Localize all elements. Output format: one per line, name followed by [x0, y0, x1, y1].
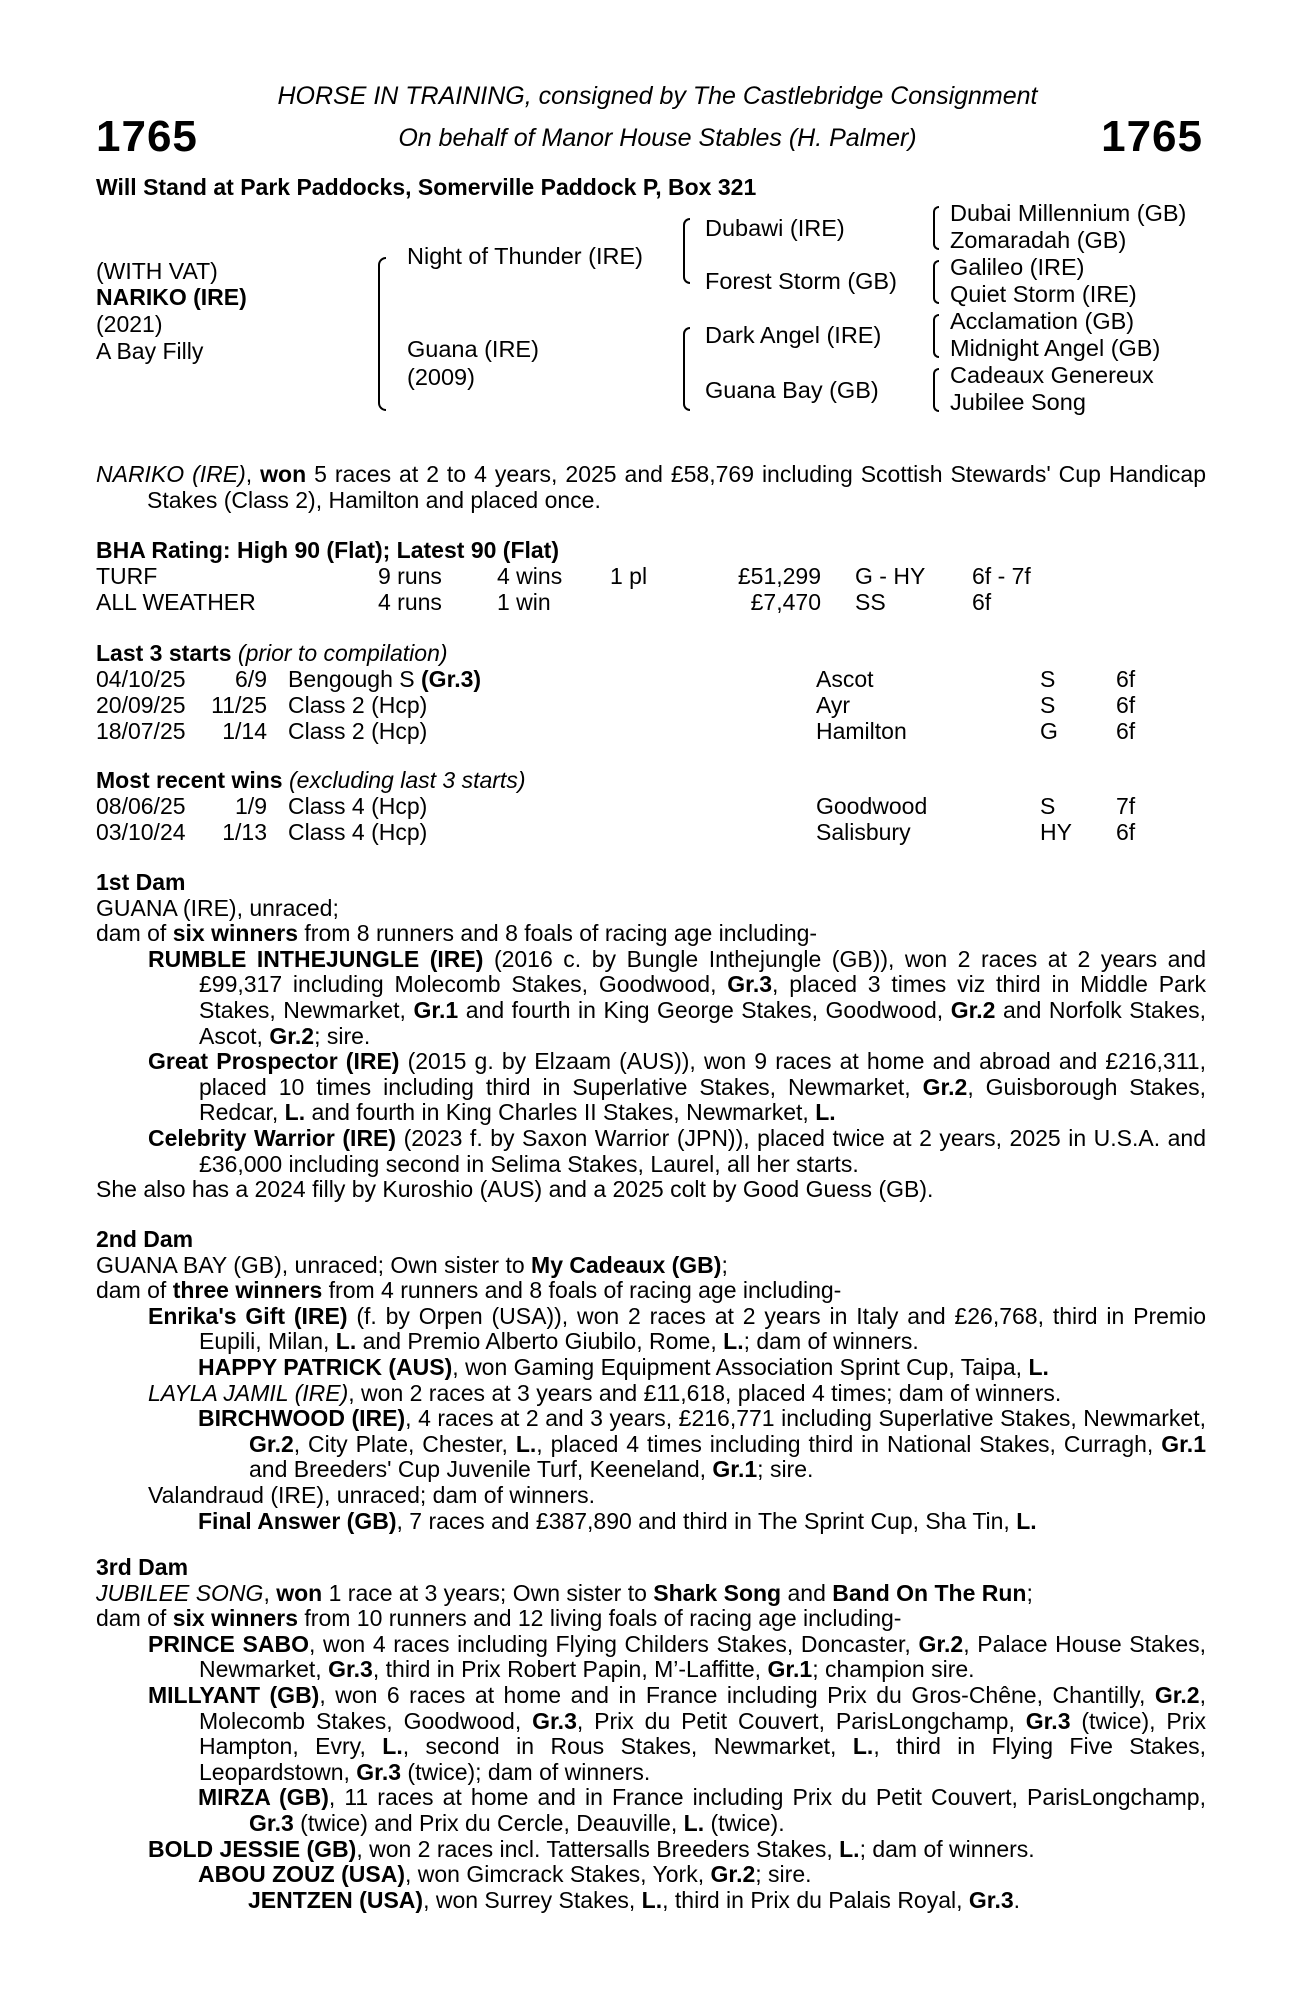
- start-position: 6/9: [235, 666, 267, 692]
- pedigree-g3: Galileo (IRE): [950, 254, 1085, 280]
- horse-year: (2021): [96, 311, 163, 337]
- second-dam-sub-entry: Final Answer (GB), 7 races and £387,890 and third in The Sprint Cup, Sha Tin, L.: [198, 1507, 1037, 1534]
- bha-going: SS: [855, 589, 886, 615]
- start-race: Class 2 (Hcp): [288, 692, 428, 718]
- start-going: S: [1040, 692, 1056, 718]
- first-dam-entry: Celebrity Warrior (IRE) (2023 f. by Saxon Warrior (JPN)), placed twice at 2 years, 2025 in U.S.A. and £36,000 including second in Selima Stakes, Laurel, all her starts.: [148, 1124, 1206, 1177]
- second-dam-entry: LAYLA JAMIL (IRE), won 2 races at 3 years and £11,618, placed 4 times; dam of winners.: [148, 1379, 1062, 1406]
- start-position: 11/25: [211, 692, 267, 718]
- pedigree-sire-sire: Dubawi (IRE): [705, 215, 845, 241]
- pedigree-brace-g34: [933, 260, 939, 304]
- second-dam-section: [96, 1227, 1206, 1534]
- pedigree-brace-g56: [933, 314, 939, 358]
- last-3-heading: Last 3 starts: [96, 640, 232, 666]
- second-dam-produce: dam of three winners from 4 runners and 8 foals of racing age including-: [96, 1277, 842, 1304]
- start-row: [96, 666, 1146, 692]
- third-dam-line: JUBILEE SONG, won 1 race at 3 years; Own sister to Shark Song and Band On The Run;: [96, 1579, 1033, 1606]
- bha-prize: £51,299: [737, 563, 821, 589]
- bha-row-all-weather: [96, 589, 1096, 615]
- start-going: S: [1040, 666, 1056, 692]
- start-row: [96, 692, 1146, 718]
- summary-text: 5 races at 2 to 4 years, 2025 and £58,769 including Scottish Stewards' Cup Handicap Stakes (Class 2), Hamilton and placed once.: [147, 461, 1207, 513]
- third-dam-entry: BOLD JESSIE (GB), won 2 races incl. Tattersalls Breeders Stakes, L.; dam of winners.: [148, 1835, 1035, 1862]
- start-course: Hamilton: [816, 718, 907, 744]
- vendor-line: On behalf of Manor House Stables (H. Palmer): [398, 124, 917, 152]
- recent-wins-note: (excluding last 3 starts): [289, 767, 526, 793]
- lot-number-right: 1765: [1101, 112, 1203, 161]
- pedigree-g5: Acclamation (GB): [950, 308, 1135, 334]
- bha-runs: 9 runs: [378, 563, 442, 589]
- first-dam-entry: RUMBLE INTHEJUNGLE (IRE) (2016 c. by Bungle Inthejungle (GB)), won 2 races at 2 years and £99,317 including Molecomb Stakes, Goodwood, Gr.3, placed 3 times viz third in Middle Park Stakes, Newmarket, Gr.1 and fourth in King George Stakes, Goodwood, Gr.2 and Norfolk Stakes, Ascot, Gr.2; sire.: [148, 945, 1206, 1049]
- bha-distance: 6f - 7f: [972, 563, 1031, 589]
- pedigree-sire: Night of Thunder (IRE): [407, 243, 643, 269]
- win-row: [96, 819, 1146, 845]
- win-distance: 6f: [1116, 819, 1136, 845]
- pedigree-g8: Jubilee Song: [950, 389, 1086, 415]
- win-going: HY: [1040, 819, 1072, 845]
- last-3-starts-title: [96, 640, 448, 667]
- pedigree-g6: Midnight Angel (GB): [950, 335, 1161, 361]
- pedigree-g7: Cadeaux Genereux: [950, 362, 1154, 388]
- pedigree-brace-main: [378, 257, 386, 411]
- pedigree-dam-sire: Dark Angel (IRE): [705, 322, 882, 348]
- win-going: S: [1040, 793, 1056, 819]
- first-dam-section: [96, 870, 1206, 1203]
- pedigree-g1: Dubai Millennium (GB): [950, 200, 1187, 226]
- second-dam-title: 2nd Dam: [96, 1226, 194, 1252]
- win-date: 03/10/24: [96, 819, 186, 845]
- consignor-line: HORSE IN TRAINING, consigned by The Castlebridge Consignment: [277, 82, 1038, 110]
- start-going: G: [1040, 718, 1058, 744]
- win-race: Class 4 (Hcp): [288, 793, 428, 819]
- win-position: 1/13: [222, 819, 267, 845]
- win-date: 08/06/25: [96, 793, 186, 819]
- bha-placed: 1 pl: [610, 563, 648, 589]
- third-dam-entry: PRINCE SABO, won 4 races including Flying Childers Stakes, Doncaster, Gr.2, Palace House Stakes, Newmarket, Gr.3, third in Prix Robert Papin, M’-Laffitte, Gr.1; champion sire.: [148, 1630, 1206, 1683]
- recent-wins-title: [96, 767, 525, 794]
- bha-wins: 4 wins: [497, 563, 563, 589]
- third-dam-title: 3rd Dam: [96, 1554, 189, 1580]
- start-distance: 6f: [1116, 692, 1136, 718]
- pedigree-brace-g78: [933, 368, 939, 412]
- lot-number-left: 1765: [96, 112, 198, 161]
- third-dam-sub-entry: MIRZA (GB), 11 races at home and in France including Prix du Petit Couvert, ParisLongchamp, Gr.3 (twice) and Prix du Cercle, Deauville, L. (twice).: [198, 1784, 1206, 1836]
- bha-going: G - HY: [855, 563, 926, 589]
- pedigree-brace-g12: [933, 206, 939, 250]
- third-dam-sub-sub-entry: JENTZEN (USA), won Surrey Stakes, L., third in Prix du Palais Royal, Gr.3.: [248, 1886, 1021, 1913]
- start-course: Ascot: [816, 666, 874, 692]
- summary-horse-name: NARIKO (IRE): [96, 461, 246, 487]
- second-dam-entry: Enrika's Gift (IRE) (f. by Orpen (USA)), won 2 races at 2 years in Italy and £26,768, third in Premio Eupili, Milan, L. and Premio Alberto Giubilo, Rome, L.; dam of winners.: [148, 1302, 1206, 1355]
- start-date: 20/09/25: [96, 692, 186, 718]
- bha-surface: TURF: [96, 563, 158, 589]
- pedigree-g4: Quiet Storm (IRE): [950, 281, 1137, 307]
- bha-rating-title: BHA Rating: High 90 (Flat); Latest 90 (Flat): [96, 537, 559, 563]
- horse-description: A Bay Filly: [96, 338, 204, 364]
- start-date: 18/07/25: [96, 718, 186, 744]
- third-dam-produce: dam of six winners from 10 runners and 12 living foals of racing age including-: [96, 1605, 902, 1632]
- pedigree-g2: Zomaradah (GB): [950, 227, 1127, 253]
- start-race-name: Bengough S: [288, 666, 415, 692]
- second-dam-line: GUANA BAY (GB), unraced; Own sister to My Cadeaux (GB);: [96, 1251, 728, 1278]
- pedigree-dam-dam: Guana Bay (GB): [705, 377, 879, 403]
- first-dam-title: 1st Dam: [96, 869, 186, 895]
- bha-runs: 4 runs: [378, 589, 442, 615]
- first-dam-foals: She also has a 2024 filly by Kuroshio (AUS) and a 2025 colt by Good Guess (GB).: [96, 1176, 934, 1203]
- third-dam-entry: MILLYANT (GB), won 6 races at home and in France including Prix du Gros-Chêne, Chantilly, Gr.2, Molecomb Stakes, Goodwood, Gr.3, Prix du Petit Couvert, ParisLongchamp, Gr.3 (twice), Prix Hampton, Evry, L., second in Rous Stakes, Newmarket, L., third in Flying Five Stakes, Leopardstown, Gr.3 (twice); dam of winners.: [148, 1681, 1207, 1785]
- second-dam-sub-entry: HAPPY PATRICK (AUS), won Gaming Equipment Association Sprint Cup, Taipa, L.: [198, 1353, 1049, 1380]
- start-distance: 6f: [1116, 666, 1136, 692]
- start-distance: 6f: [1116, 718, 1136, 744]
- start-position: 1/14: [222, 718, 267, 744]
- win-position: 1/9: [235, 793, 267, 819]
- bha-surface: ALL WEATHER: [96, 589, 256, 615]
- pedigree-brace-sire: [683, 218, 690, 284]
- start-row: [96, 718, 1146, 744]
- bha-distance: 6f: [972, 589, 992, 615]
- pedigree-dam: Guana (IRE): [407, 336, 539, 362]
- win-course: Goodwood: [816, 793, 928, 819]
- summary-won: won: [260, 461, 307, 487]
- third-dam-sub-entry: ABOU ZOUZ (USA), won Gimcrack Stakes, York, Gr.2; sire.: [198, 1861, 812, 1888]
- win-race: Class 4 (Hcp): [288, 819, 428, 845]
- first-dam-produce: dam of six winners from 8 runners and 8 foals of racing age including-: [96, 920, 818, 947]
- pedigree-sire-dam: Forest Storm (GB): [705, 268, 897, 294]
- second-dam-sub-entry: BIRCHWOOD (IRE), 4 races at 2 and 3 years, £216,771 including Superlative Stakes, Newmarket, Gr.2, City Plate, Chester, L., placed 4 times including third in National Stakes, Curragh, Gr.1 and Breeders' Cup Juvenile Turf, Keeneland, Gr.1; sire.: [198, 1405, 1207, 1483]
- recent-wins-heading: Most recent wins: [96, 767, 283, 793]
- start-course: Ayr: [816, 692, 851, 718]
- start-grade: (Gr.3): [421, 666, 482, 692]
- third-dam-section: [96, 1555, 1206, 1913]
- win-course: Salisbury: [816, 819, 911, 845]
- start-race: [288, 666, 481, 693]
- win-distance: 7f: [1116, 793, 1136, 819]
- pedigree-dam-year: (2009): [407, 364, 475, 390]
- bha-wins: 1 win: [497, 589, 551, 615]
- start-race: Class 2 (Hcp): [288, 718, 428, 744]
- location-line: Will Stand at Park Paddocks, Somerville Paddock P, Box 321: [96, 174, 757, 200]
- second-dam-entry: Valandraud (IRE), unraced; dam of winners.: [148, 1481, 596, 1508]
- bha-prize: £7,470: [750, 589, 821, 615]
- race-summary: NARIKO (IRE), won 5 races at 2 to 4 years, 2025 and £58,769 including Scottish Stewards' Cup Handicap Stakes (Class 2), Hamilton and placed once.: [96, 461, 1207, 513]
- first-dam-entry: Great Prospector (IRE) (2015 g. by Elzaam (AUS)), won 9 races at home and abroad and £216,311, placed 10 times including third in Superlative Stakes, Newmarket, Gr.2, Guisborough Stakes, Redcar, L. and fourth in King Charles II Stakes, Newmarket, L.: [148, 1048, 1206, 1126]
- last-3-note: (prior to compilation): [237, 640, 448, 666]
- start-date: 04/10/25: [96, 666, 186, 692]
- first-dam-line: GUANA (IRE), unraced;: [96, 894, 339, 921]
- vat-label: (WITH VAT): [96, 258, 218, 284]
- pedigree-brace-dam: [683, 327, 690, 411]
- win-row: [96, 793, 1146, 819]
- horse-name: NARIKO (IRE): [96, 284, 247, 310]
- bha-row-turf: [96, 563, 1096, 589]
